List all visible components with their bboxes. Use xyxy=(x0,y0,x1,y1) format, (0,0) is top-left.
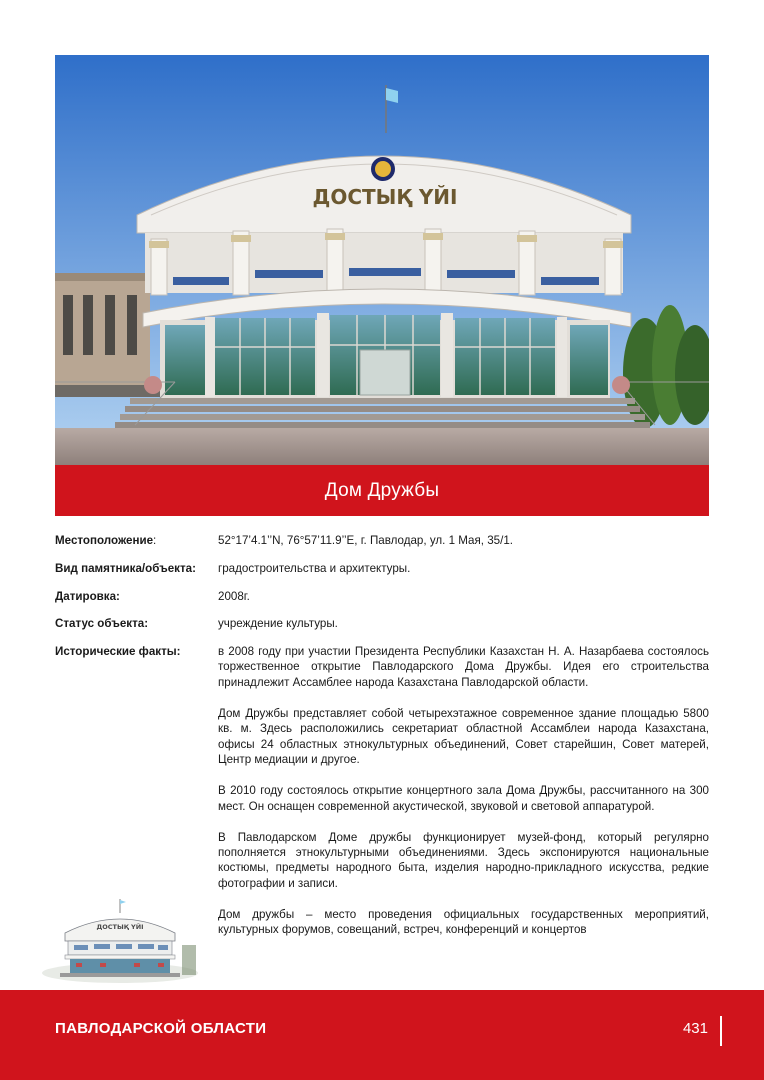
field-value: 2008г. xyxy=(218,589,250,603)
history-paragraph: Дом дружбы – место проведения официальных государственных мероприятий, культурных форумов, совещаний, встреч, конференций и концертов xyxy=(218,908,709,937)
page-footer xyxy=(0,990,764,1080)
object-title: Дом Дружбы xyxy=(55,465,709,516)
field-dating xyxy=(55,589,709,604)
field-status xyxy=(55,616,709,631)
field-label: Датировка: xyxy=(55,589,120,603)
field-value: градостроительства и архитектуры. xyxy=(218,561,411,575)
field-value: 52°17’4.1’’N, 76°57’11.9’’E, г. Павлодар, ул. 1 Мая, 35/1. xyxy=(218,534,513,547)
sketch-sign-text: ДОСТЫҚ ҮЙІ xyxy=(96,923,144,931)
history-paragraph: В Павлодарском Доме дружбы функционирует музей-фонд, который регулярно пополняется этнокультурными объединениями. Здесь экспонируются национальные костюмы, предметы народного быта, изделия народно-прикладного искусства, редкие фотографии и записи. xyxy=(218,830,709,890)
field-label: Вид памятника/объекта: xyxy=(55,561,196,575)
sign-text: ДОСТЫҚ ҮЙІ xyxy=(312,185,458,209)
field-label: Местоположение xyxy=(55,534,154,547)
footer-region: ПАВЛОДАРСКОЙ ОБЛАСТИ xyxy=(55,1020,267,1037)
history-text xyxy=(218,644,709,937)
building-sketch xyxy=(40,893,200,985)
page-number: 431 xyxy=(682,1020,708,1037)
field-label: Статус объекта: xyxy=(55,617,149,631)
building-photo xyxy=(55,55,709,465)
footer-divider xyxy=(720,1016,722,1046)
field-value: учреждение культуры. xyxy=(218,617,338,631)
field-location xyxy=(55,533,709,548)
history-paragraph: В 2010 году состоялось открытие концертного зала Дома Дружбы, рассчитанного на 300 мест. Он оснащен современной акустической, звуковой и световой аппаратурой. xyxy=(218,784,709,813)
field-type xyxy=(55,561,709,576)
history-paragraph: Дом Дружбы представляет собой четырехэтажное современное здание площадью 5800 кв. м. Здесь расположились секретариат областной Ассамблеи народа Казахстана, офисы 24 областных этнокультурных объединений, Совет старейшин, Совет матерей, Центр медиации и другое. xyxy=(218,707,709,766)
field-label-colon: : xyxy=(153,534,157,547)
info-table xyxy=(55,533,709,950)
field-label: Исторические факты: xyxy=(55,645,181,659)
history-paragraph: в 2008 году при участии Президента Республики Казахстан Н. А. Назарбаева состоялось торжественное открытие Павлодарского Дома Дружбы. Идея его строительства принадлежит Ассамблее народа Казахстана Павлодарской области. xyxy=(218,645,709,689)
